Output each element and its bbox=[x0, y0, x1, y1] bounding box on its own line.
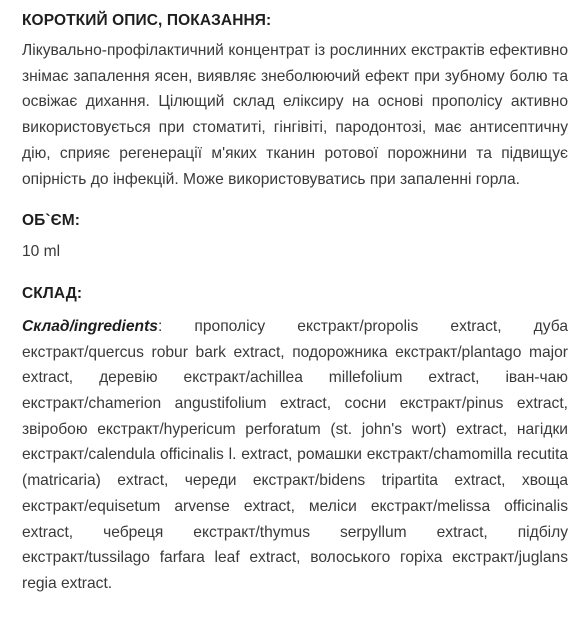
volume-heading: ОБ`ЄМ: bbox=[22, 212, 81, 230]
volume-value: 10 ml bbox=[22, 243, 61, 261]
description-text: Лікувально-профілактичний концентрат із рослинних екстрактів ефективно знімає запалення ясен, виявляє знеболюючий ефект при зубному болю та освіжає дихання. Цілющий склад еліксиру на основі прополісу активно використовується при стоматиті, гінгівіті, пародонтозі, має антисептичну дію, сприяє регенерації м'яких тканин ротової порожнини та підвищує опірність до інфекцій. Може використовуватись при запаленні горла. bbox=[22, 42, 568, 188]
product-details bbox=[22, 10, 568, 597]
composition-colon: : bbox=[157, 317, 163, 335]
composition-lead: Склад/ingredients bbox=[22, 317, 158, 335]
volume-section bbox=[22, 210, 568, 265]
composition-text bbox=[22, 314, 568, 597]
composition-section bbox=[22, 283, 568, 597]
composition-heading: СКЛАД: bbox=[22, 284, 83, 302]
composition-ingredients: прополісу екстракт/propolis extract, дуба екстракт/quercus robur bark extract, подорожника екстракт/plantago major extract, деревію екстракт/achillea millefolium extract, іван-чаю екстракт/chamerion angustifolium extract, сосни екстракт/pinus extract, звіробою екстракт/hypericum perforatum (st. john's wort) extract, нагідки екстракт/calendula officinalis l. extract, ромашки екстракт/chamomilla recutita (matricaria) extract, череди екстракт/bidens tripartita extract, хвоща екстракт/equisetum arvense extract, меліси екстракт/melissa officinalis extract, чебреця екстракт/thymus serpyllum extract, підбілу екстракт/tussilago farfara leaf extract, волоського горіха екстракт/juglans regia extract. bbox=[22, 317, 568, 592]
description-heading: КОРОТКИЙ ОПИС, ПОКАЗАННЯ: bbox=[22, 12, 272, 29]
description-section bbox=[22, 10, 568, 192]
